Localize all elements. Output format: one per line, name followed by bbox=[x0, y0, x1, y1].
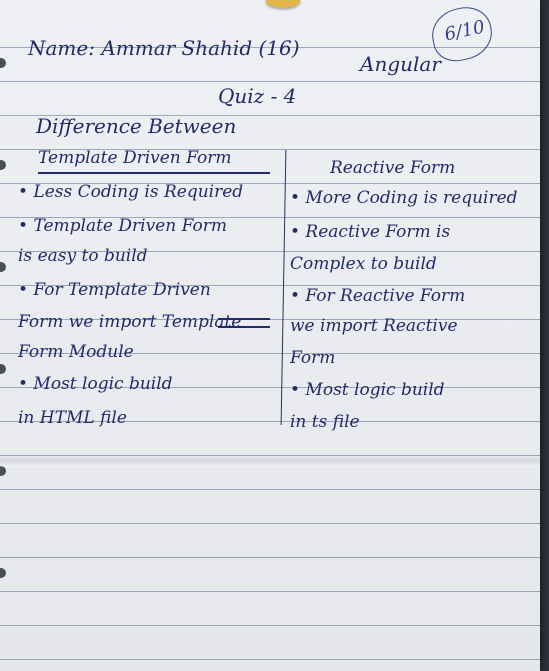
section-heading: Difference Between bbox=[36, 114, 237, 138]
student-name: Name: Ammar Shahid (16) bbox=[28, 36, 300, 60]
left-column-title: Template Driven Form bbox=[38, 148, 232, 168]
right-line: • Most logic build bbox=[290, 380, 445, 400]
left-line: Form we import Template bbox=[18, 312, 242, 332]
subject-label: Angular bbox=[360, 52, 441, 76]
right-line: we import Reactive bbox=[290, 316, 458, 336]
binder-hole bbox=[0, 160, 6, 170]
left-line: Form Module bbox=[18, 342, 134, 362]
left-line: • Less Coding is Required bbox=[18, 182, 244, 202]
right-line: • More Coding is required bbox=[290, 188, 518, 208]
right-line: • Reactive Form is bbox=[290, 222, 451, 242]
left-line: • Template Driven Form bbox=[18, 216, 227, 236]
binder-hole bbox=[0, 568, 6, 578]
right-line: • For Reactive Form bbox=[290, 286, 466, 306]
left-line: • For Template Driven bbox=[18, 280, 211, 300]
score-text: 6/10 bbox=[442, 16, 487, 46]
binder-hole bbox=[0, 364, 6, 374]
right-line: Form bbox=[290, 348, 336, 368]
quiz-title: Quiz - 4 bbox=[218, 84, 297, 108]
binder-hole bbox=[0, 262, 6, 272]
right-column-title: Reactive Form bbox=[330, 158, 456, 178]
binder-hole bbox=[0, 58, 6, 68]
binder-hole bbox=[0, 466, 6, 476]
right-line: Complex to build bbox=[290, 254, 437, 274]
left-line: in HTML file bbox=[18, 408, 127, 428]
right-line: in ts file bbox=[290, 412, 360, 432]
left-line: is easy to build bbox=[18, 246, 148, 266]
left-line: • Most logic build bbox=[18, 374, 173, 394]
column-divider bbox=[281, 150, 287, 425]
page-fold bbox=[0, 455, 540, 467]
pin-icon bbox=[266, 0, 300, 8]
left-title-underline bbox=[38, 172, 270, 174]
strike-through bbox=[218, 318, 270, 328]
